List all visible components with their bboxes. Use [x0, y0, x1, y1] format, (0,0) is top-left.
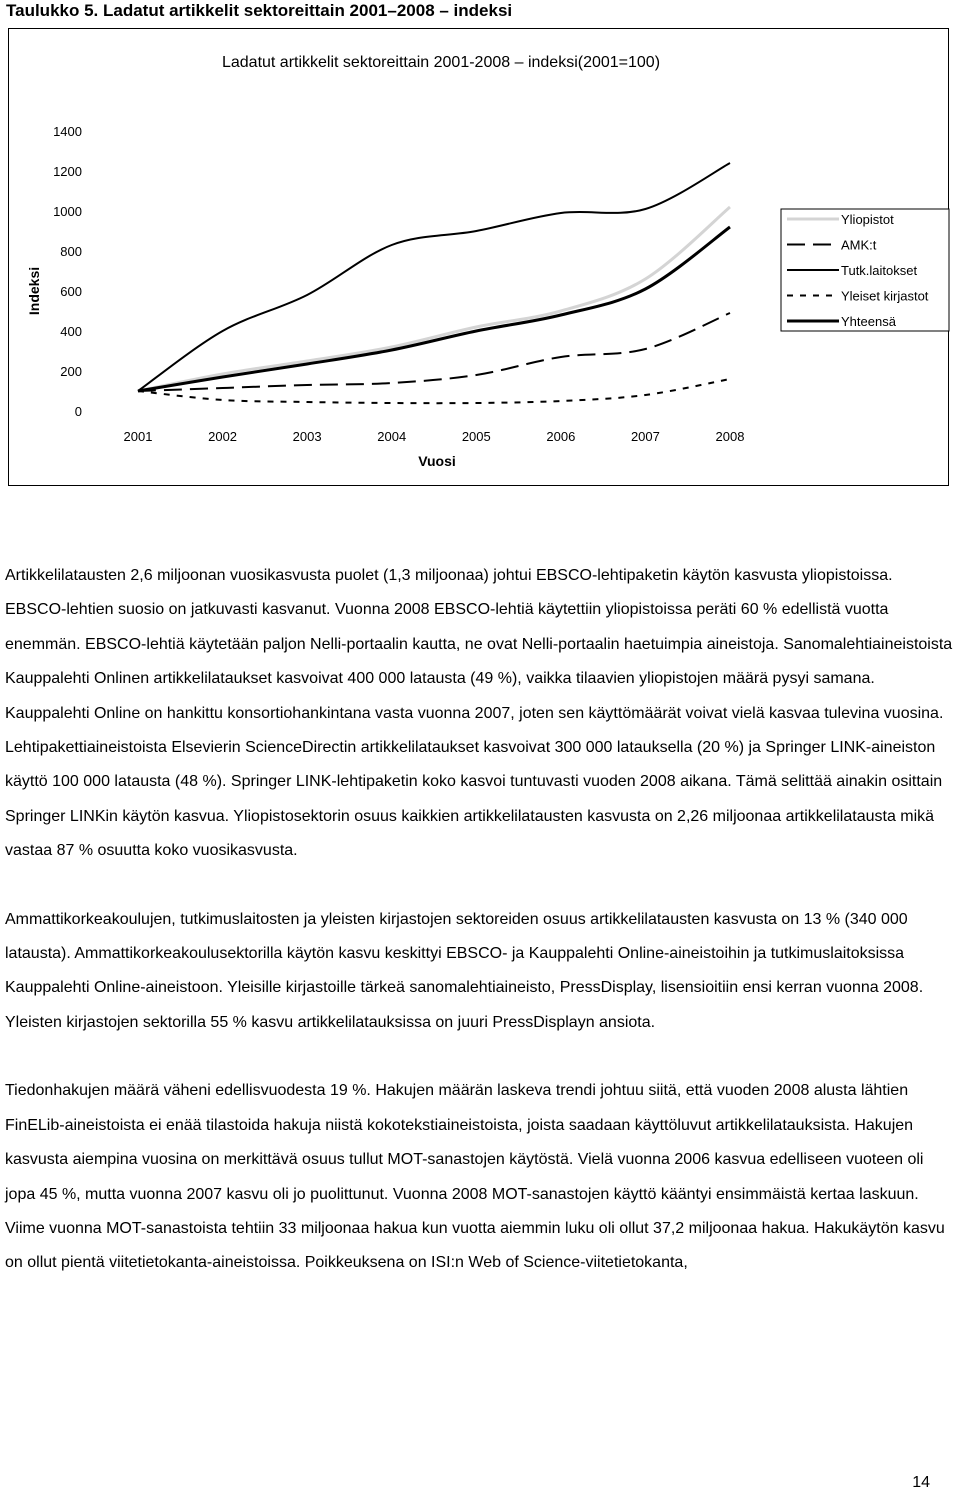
x-tick-label: 2004	[377, 429, 407, 444]
y-tick-label: 600	[60, 284, 82, 299]
legend	[781, 209, 949, 331]
y-tick-label: 400	[60, 324, 82, 339]
y-tick-labels	[53, 124, 82, 419]
paragraph: Tiedonhakujen määrä väheni edellisvuodesta 19 %. Hakujen määrän laskeva trendi johtuu siitä, että vuoden 2008 alusta lähtien FinELib-aineistoista ei enää tilastoida hakuja niistä kokotekstiaineistoista, joista saadaan käyttöluvut artikkelilatauksista. Hakujen kasvusta aiempina vuosina on merkittävä osuus tullut MOT-sanastojen käytöstä. Vielä vuonna 2006 kasvua edelliseen vuoteen oli jopa 45 %, mutta vuonna 2007 kasvu oli jo puolittunut. Vuonna 2008 MOT-sanastojen käyttö kääntyi ensimmäistä kertaa laskuun. Viime vuonna MOT-sanastoista tehtiin 33 miljoonaa hakua kun vuotta aiemmin luku oli ollut 37,2 miljoonaa hakua. Hakukäytön kasvu on ollut pientä viitetietokanta-aineistoissa. Poikkeuksena on ISI:n Web of Science-viitetietokanta,	[5, 1082, 945, 1272]
legend-label: AMK:t	[841, 237, 877, 253]
y-tick-label: 800	[60, 244, 82, 259]
paragraph: Ammattikorkeakoulujen, tutkimuslaitosten ja yleisten kirjastojen sektoreiden osuus artikkelilatausten kasvusta on 13 % (340 000 latausta). Ammattikorkeakoulusektorilla käytön kasvu keskittyi EBSCO- ja Kauppalehti Online-aineistoihin ja tutkimuslaitoksissa Kauppalehti Online-aineistoon. Yleisille kirjastoille tärkeä sanomalehtiaineisto, PressDisplay, lisensioitiin ensi kerran vuonna 2008. Yleisten kirjastojen sektorilla 55 % kasvu artikkelilatauksissa on juuri PressDisplayn ansiota.	[5, 910, 924, 1031]
legend-label: Yhteensä	[841, 314, 896, 329]
y-tick-label: 1200	[53, 164, 82, 179]
x-tick-label: 2003	[292, 429, 322, 444]
x-axis-label: Vuosi	[418, 453, 456, 469]
series-line-3	[138, 379, 730, 403]
x-tick-label: 2001	[123, 429, 153, 444]
y-tick-label: 0	[74, 404, 82, 419]
series-line-2	[138, 163, 730, 391]
x-tick-label: 2006	[546, 429, 576, 444]
chart-frame	[8, 28, 949, 486]
x-tick-label: 2005	[461, 429, 491, 444]
x-tick-labels	[124, 429, 745, 444]
y-axis-label: Indeksi	[26, 266, 42, 316]
series-lines	[138, 163, 730, 403]
series-line-1	[138, 313, 730, 391]
y-tick-label: 1000	[53, 204, 82, 219]
paragraph: Artikkelilatausten 2,6 miljoonan vuosikasvusta puolet (1,3 miljoonaa) johtui EBSCO-lehtipaketin käytön kasvusta yliopistoissa. EBSCO-lehtien suosio on jatkuvasti kasvanut. Vuonna 2008 EBSCO-lehtiä käytettiin yliopistoissa peräti 60 % edellistä vuotta enemmän. EBSCO-lehtiä käytetään paljon Nelli-portaalin kautta, ne ovat Nelli-portaalin haetuimpia aineistoja. Sanomalehtiaineistoista Kauppalehti Onlinen artikkelilataukset kasvoivat 400 000 latausta (49 %), vaikka tilaavien yliopistojen määrä pysyi samana. Kauppalehti Online on hankittu konsortiohankintana vasta vuonna 2007, joten sen käyttömäärät voivat vielä kasvaa tulevina vuosina. Lehtipakettiaineistoista Elsevierin ScienceDirectin artikkelilataukset kasvoivat 300 000 latauksella (20 %) ja Springer LINK-aineiston käyttö 100 000 latausta (48 %). Springer LINK-lehtipaketin koko kasvoi tuntuvasti vuoden 2008 aikana. Tämä selittää ainakin osittain Springer LINKin käytön kasvua. Yliopistosektorin osuus kaikkien artikkelilatausten kasvusta on 2,26 miljoonaa artikkelilatausta mikä vastaa 87 % osuutta koko vuosikasvusta.	[5, 567, 953, 860]
legend-label: Tutk.laitokset	[841, 263, 918, 278]
x-tick-label: 2008	[715, 429, 745, 444]
page-number: 14	[912, 1474, 930, 1491]
line-chart	[9, 29, 950, 487]
x-tick-label: 2002	[208, 429, 238, 444]
legend-label: Yleiset kirjastot	[841, 288, 929, 304]
chart-title: Ladatut artikkelit sektoreittain 2001-2008 – indeksi(2001=100)	[221, 54, 661, 71]
x-tick-label: 2007	[630, 429, 660, 444]
series-line-0	[138, 207, 730, 391]
body-text	[5, 559, 955, 1281]
y-tick-label: 1400	[53, 124, 82, 139]
table-caption: Taulukko 5. Ladatut artikkelit sektoreittain 2001–2008 – indeksi	[6, 1, 513, 20]
y-tick-label: 200	[60, 364, 82, 379]
series-line-4	[138, 227, 730, 391]
legend-label: Yliopistot	[841, 212, 894, 227]
